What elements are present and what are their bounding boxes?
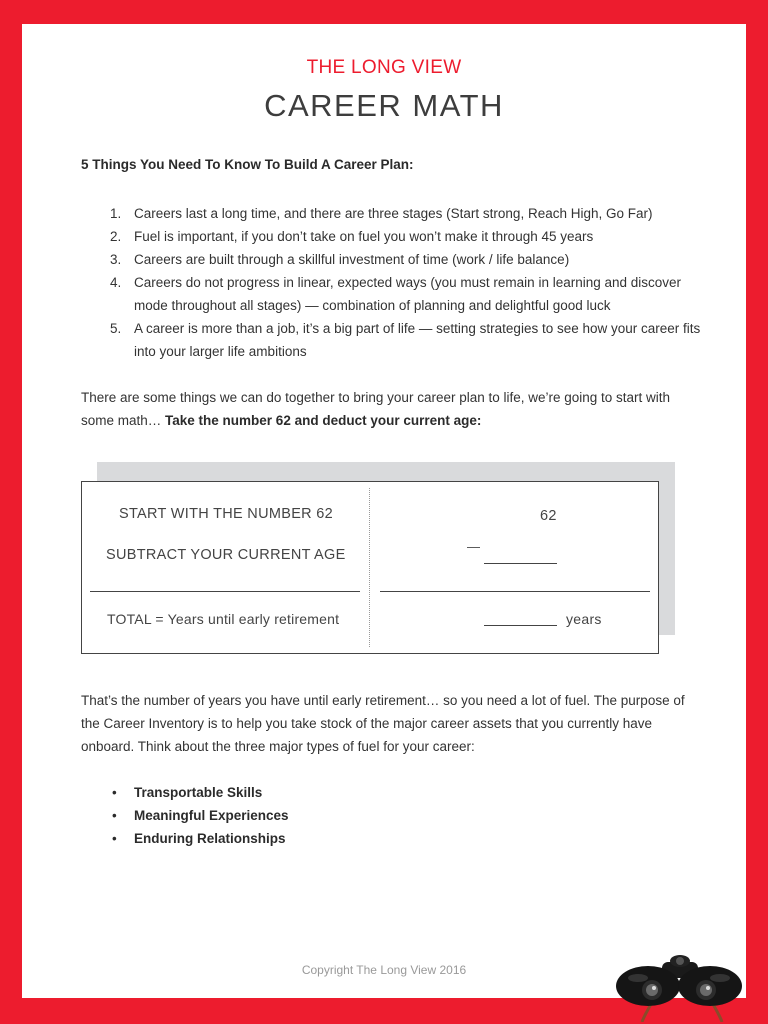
math-intro-paragraph	[81, 386, 701, 432]
fuel-paragraph: That’s the number of years you have until early retirement… so you need a lot of fuel. The purpose of the Career Inventory is to help you take stock of the major career assets that you currently have onboard. Think about the three major types of fuel for your career:	[81, 693, 685, 754]
list-number: 5.	[110, 321, 122, 336]
total-years-unit: years	[566, 611, 602, 627]
calculator-divider	[369, 488, 370, 647]
right-total-rule	[380, 591, 650, 592]
list-number: 2.	[110, 229, 122, 244]
list-item	[81, 271, 701, 317]
list-item	[81, 225, 701, 248]
start-number-label: START WITH THE NUMBER 62	[119, 506, 333, 522]
list-item: • Enduring Relationships	[81, 827, 289, 850]
brand-kicker: THE LONG VIEW	[306, 57, 462, 78]
total-label: TOTAL = Years until early retirement	[107, 611, 340, 627]
list-item: • Meaningful Experiences	[81, 804, 289, 827]
start-number-value: 62	[540, 508, 557, 524]
list-item	[81, 248, 701, 271]
career-math-calculator	[81, 481, 659, 654]
list-item-text: Fuel is important, if you don’t take on fuel you won’t make it through 45 years	[134, 229, 594, 244]
list-item-text: Careers are built through a skillful investment of time (work / life balance)	[134, 252, 570, 267]
copyright-footer: Copyright The Long View 2016	[301, 963, 467, 977]
subtract-age-label: SUBTRACT YOUR CURRENT AGE	[106, 547, 346, 563]
list-item	[81, 202, 701, 225]
fuel-types-list	[81, 781, 289, 850]
list-number: 4.	[110, 275, 122, 290]
binoculars-icon	[612, 952, 746, 1022]
list-item: • Transportable Skills	[81, 781, 289, 804]
minus-sign: —	[467, 539, 481, 554]
current-age-blank[interactable]	[484, 563, 557, 564]
math-intro-text: There are some things we can do together to bring your career plan to life, we’re going to start with some math…	[81, 390, 671, 428]
list-item-text: A career is more than a job, it’s a big part of life — setting strategies to see how your career fits into your larger life ambitions	[134, 321, 701, 359]
document-page	[22, 24, 746, 998]
left-total-rule	[90, 591, 360, 592]
page-title: CAREER MATH	[264, 88, 504, 123]
total-years-blank[interactable]	[484, 625, 557, 626]
career-steps-list	[81, 202, 701, 363]
list-number: 1.	[110, 206, 122, 221]
math-intro-instruction: Take the number 62 and deduct your current age:	[165, 413, 482, 428]
section-subheading: 5 Things You Need To Know To Build A Career Plan:	[81, 157, 414, 172]
list-item	[81, 317, 701, 363]
list-item-text: Careers last a long time, and there are three stages (Start strong, Reach High, Go Far)	[134, 206, 653, 221]
list-number: 3.	[110, 252, 122, 267]
list-item-text: Careers do not progress in linear, expected ways (you must remain in learning and discover mode throughout all stages) — combination of planning and delightful good luck	[134, 275, 682, 313]
